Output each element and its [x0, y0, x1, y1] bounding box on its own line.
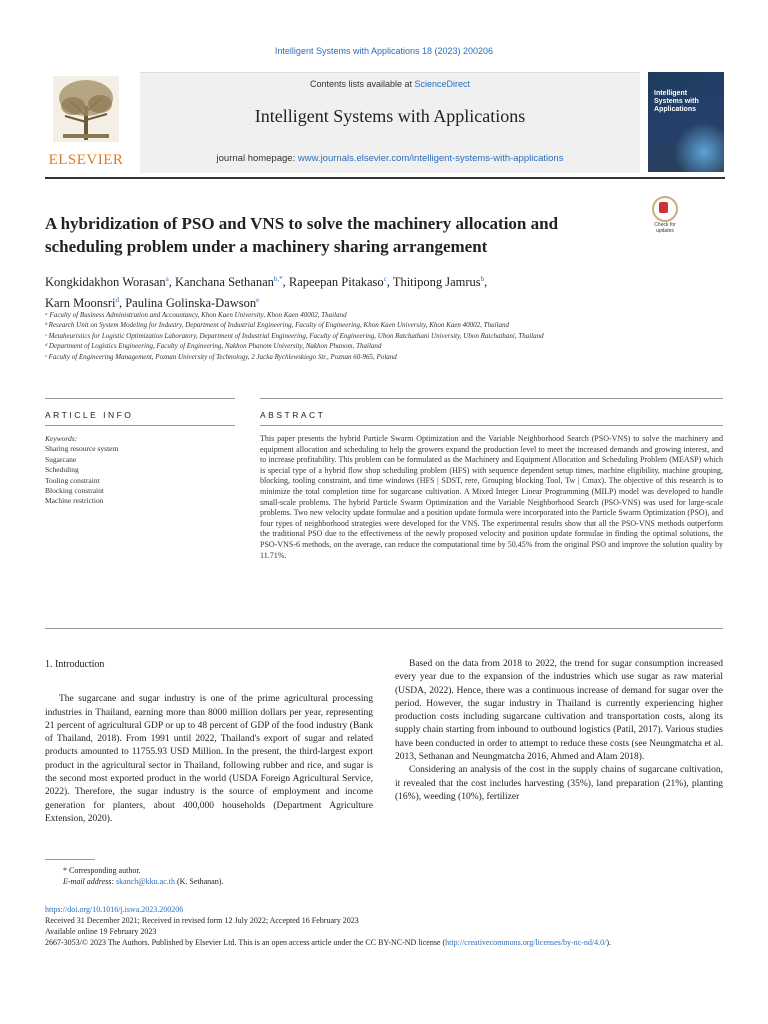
- footnote: [63, 865, 563, 887]
- affiliation: ᶜ Metaheuristics for Logistic Optimization Laboratory, Department of Industrial Engineering, Faculty of Engineering, Ubon Ratchathani University, Ubon Ratchathani, Thailand: [45, 331, 544, 340]
- doi-link[interactable]: https://doi.org/10.1016/j.iswa.2023.200206: [45, 905, 184, 914]
- contents-line: Contents lists available at ScienceDirect: [309, 79, 471, 89]
- author-name[interactable]: Paulina Golinska-Dawson: [125, 296, 257, 311]
- author-name[interactable]: Karn Moonsri: [45, 296, 116, 311]
- running-head[interactable]: Intelligent Systems with Applications 18 (2023) 200206: [274, 46, 494, 56]
- keyword: Tooling constraint: [45, 475, 100, 485]
- affiliation-marker[interactable]: b: [480, 275, 485, 283]
- elsevier-logo[interactable]: [45, 76, 127, 172]
- keyword-list: [45, 444, 235, 506]
- keywords-block: [45, 434, 235, 507]
- right-column: [395, 658, 723, 804]
- keyword: Blocking constraint: [45, 486, 104, 496]
- journal-title[interactable]: Intelligent Systems with Applications: [254, 106, 526, 126]
- author-name[interactable]: Thitipong Jamrus: [392, 275, 481, 290]
- affiliation: ᵃ Faculty of Business Administration and Accountancy, Khon Kaen University, Khon Kaen 40002, Thailand: [45, 311, 347, 319]
- email-note: E-mail address: skanch@kku.ac.th (K. Sethanan).: [63, 877, 224, 886]
- keywords-label: Keywords:: [45, 434, 78, 443]
- bookmark-icon: [652, 196, 678, 222]
- article-info-heading: ARTICLE INFO: [45, 410, 134, 420]
- cover-title: Intelligent Systems with Applications: [654, 90, 699, 113]
- keyword: Scheduling: [45, 465, 79, 475]
- paragraph: The sugarcane and sugar industry is one of the prime agricultural processing industries in Thailand, earning more than 8000 million dollars per year, representing 21 percent of agricultural GDP or up to 48 percent of GDP of the food industry (Bank of Thailand, 2018). From 1991 until 2022, Thailand's export of sugar and related products amounted to 11755.93 USD Million. In the present, the third-largest export product in the agricultural sector in Thailand, following rubber and rice, and sugar is the second most exported product in the world (USDA Foreign Agricultural Service, 2022). Therefore, the sugar industry is the source of employment and income generation for planters, about 400,000 households (Department Agriculture Extension, 2020).: [45, 694, 373, 824]
- cover-graphic: [674, 122, 724, 172]
- affiliation: ᵉ Faculty of Engineering Management, Poznan University of Technology, 2 Jacka Rychlewskiego Str., Poznan 60-965, Poland: [45, 352, 397, 361]
- affiliation: ᵈ Department of Logistics Engineering, Faculty of Engineering, Nakhon Phanom University, Nakhon Phanom, Thailand: [45, 342, 382, 351]
- author-list: [45, 270, 725, 312]
- keyword: Sharing resource system: [45, 444, 119, 454]
- divider: [45, 628, 723, 629]
- homepage-link[interactable]: www.journals.elsevier.com/intelligent-systems-with-applications: [297, 153, 564, 164]
- author-name[interactable]: Kanchana Sethanan: [174, 275, 274, 290]
- check-for-updates-button[interactable]: [650, 196, 680, 234]
- footnote-rule: [45, 859, 95, 860]
- author-name[interactable]: Kongkidakhon Worasan: [45, 275, 166, 290]
- divider: [260, 425, 723, 426]
- abstract-heading: ABSTRACT: [260, 410, 326, 420]
- author-line: Kongkidakhon Worasan$^a$, Kanchana Sethanan$^{b,*}$, Rapeepan Pitakaso$^c$, Thitipong Jamrus$^b$,: [45, 275, 488, 290]
- affiliation-marker[interactable]: e: [256, 296, 260, 305]
- journal-homepage: journal homepage: www.journals.elsevier.com/intelligent-systems-with-applications: [216, 153, 564, 164]
- affiliation-marker[interactable]: d: [115, 296, 119, 305]
- paragraph: Based on the data from 2018 to 2022, the trend for sugar consumption increased every year due to the expansion of the industries which use sugar as raw material (USDA, 2022). Hence, there was a continuous increase of demand for sugar over the period. However, the sugar industry in Thailand is currently experiencing higher production costs including sugarcane cultivation and transportation costs, along its supply chain starting from inbound to outbound logistics (Patil, 2017). Various studies have been conducted in order to attempt to reduce these costs (see Neungmatcha et al. 2013, Sethanan and Neungmatcha 2016, Ahmed and Alam 2018).: [395, 659, 723, 763]
- left-column: [45, 658, 373, 826]
- affiliation-marker[interactable]: c: [383, 275, 387, 283]
- author-line: Karn Moonsri$^d$, Paulina Golinska-Dawson$^e$: [45, 296, 260, 311]
- journal-cover[interactable]: [648, 72, 724, 172]
- license-link[interactable]: http://creativecommons.org/licenses/by-nc-nd/4.0/: [445, 938, 607, 947]
- paragraph: Considering an analysis of the cost in the supply chains of sugarcane cultivation, it revealed that the cost includes harvesting (35%), land preparation (21%), planting (16%), weeding (10%), fertilizer: [395, 765, 723, 802]
- abstract-text: This paper presents the hybrid Particle Swarm Optimization and the Variable Neighborhood Search (PSO-VNS) to solve the machinery and equipment allocation and scheduling to help the growers expand the production level to meet the increased demands and growing interest, and to increase profitability. This problem can be formulated as the Machinery and Equipment Allocation and Scheduling Problem (MEASP) which is special type of a hybrid flow shop scheduling problem (HFS) with sequence dependent setup times, machine eligibility, machine grouping, blocking, tooling constraint, and time windows (HFS | SDST, rere, Grouping blocking Tool, Tw | Cmax). The objective of this research is to minimize the total completion time for sugarcane cultivation. A Mixed Integer Linear Programming (MILP) model was developed to handle small-scale problems. The hybrid Particle Swarm Optimization and the Variable Neighborhood Search (PSO-VNS) was used for large-scale problems. Two new velocity update formulae and a position update formula were incorporated into the Particle Swarm Optimization (PSO), and four types of neighborhood strategies were developed for the VNS. The experimental results show that all the PSO-VNS methods outperform the traditional PSO due to the effectiveness of the newly proposed velocity and position update formulae in finding the optimal solutions, the PSO-VNS-6 methods, on the average, can reduce the computational time by 50.45% from the original PSO and improve the solution quality by 11.71%.: [260, 434, 723, 560]
- check-for-updates-label: Check for updates: [654, 222, 676, 234]
- divider: [45, 425, 235, 426]
- publisher-name: ELSEVIER: [48, 152, 124, 168]
- license-note: 2667-3053/© 2023 The Authors. Published by Elsevier Ltd. This is an open access article under the CC BY-NC-ND license (http://creativecommons.org/licenses/by-nc-nd/4.0/).: [45, 938, 611, 947]
- article-footer: [45, 904, 725, 948]
- received-dates: Received 31 December 2021; Received in revised form 12 July 2022; Accepted 16 February 2023: [45, 916, 359, 925]
- email-link[interactable]: skanch@kku.ac.th: [116, 877, 175, 886]
- article-title: A hybridization of PSO and VNS to solve the machinery allocation and scheduling problem under a machinery sharing arrangement: [45, 214, 559, 256]
- author-name[interactable]: Rapeepan Pitakaso: [288, 275, 384, 290]
- section-heading: 1. Introduction: [45, 659, 105, 670]
- divider: [45, 398, 235, 399]
- affiliations: [45, 310, 635, 362]
- affiliation-marker[interactable]: a: [165, 275, 169, 283]
- masthead-rule: [45, 177, 725, 179]
- divider: [260, 398, 723, 399]
- journal-masthead: [45, 72, 725, 174]
- affiliation-marker[interactable]: b,*: [273, 275, 283, 283]
- elsevier-tree-icon: [53, 76, 119, 142]
- masthead-band: [140, 72, 640, 173]
- affiliation: ᵇ Research Unit on System Modeling for Industry, Department of Industrial Engineering, Faculty of Engineering, Khon Kaen University, Khon Kaen 40002, Thailand: [45, 321, 509, 330]
- available-online: Available online 19 February 2023: [45, 927, 157, 936]
- sciencedirect-link[interactable]: ScienceDirect: [414, 79, 471, 89]
- keyword: Machine restriction: [45, 496, 104, 506]
- keyword: Sugarcane: [45, 454, 77, 464]
- corresponding-author-note: * Corresponding author.: [63, 866, 141, 875]
